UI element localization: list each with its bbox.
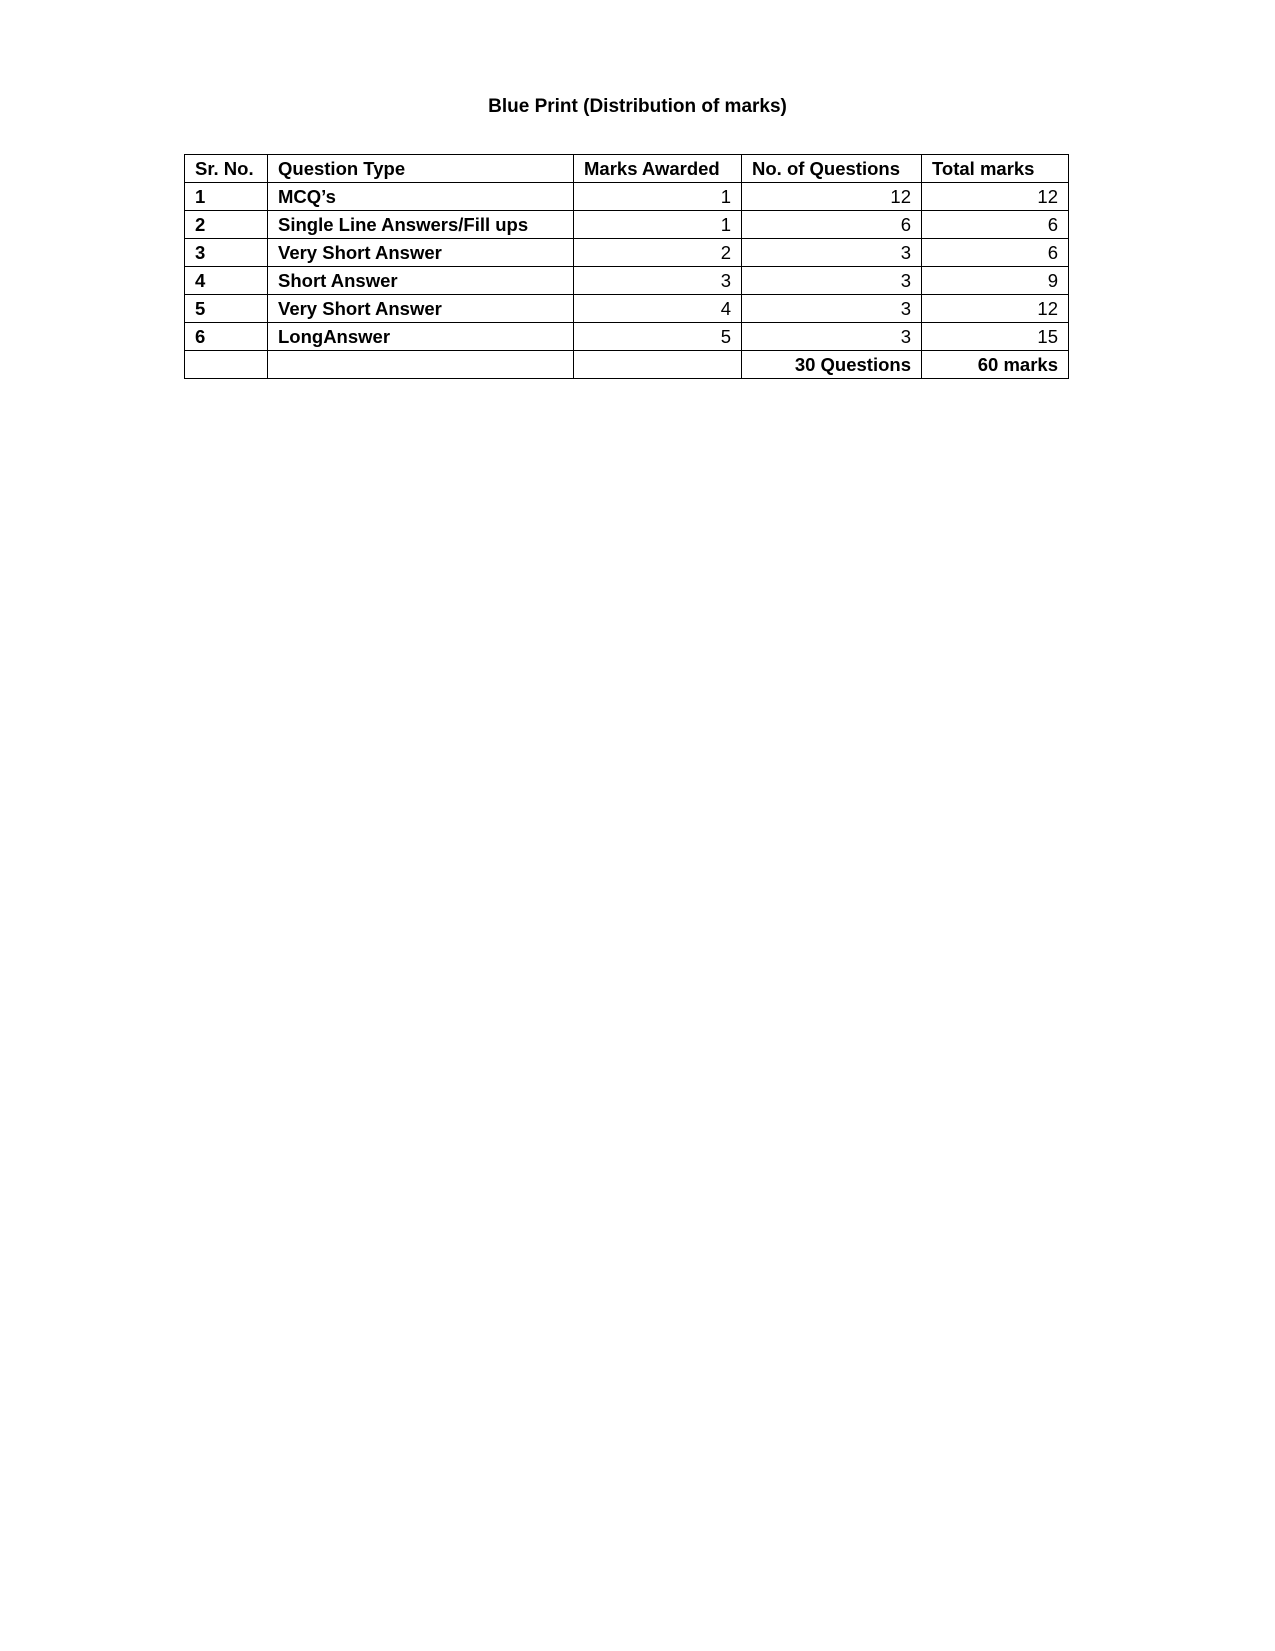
cell-marks-awarded: 5 (574, 323, 742, 351)
header-question-type: Question Type (268, 155, 574, 183)
header-marks-awarded: Marks Awarded (574, 155, 742, 183)
header-sr-no: Sr. No. (185, 155, 268, 183)
cell-question-type: Single Line Answers/Fill ups (268, 211, 574, 239)
cell-question-type: Very Short Answer (268, 295, 574, 323)
cell-sr-no: 1 (185, 183, 268, 211)
cell-total-marks: 12 (922, 183, 1069, 211)
table-row (185, 183, 1069, 211)
table-row (185, 267, 1069, 295)
table-totals-row (185, 351, 1069, 379)
cell-total-marks: 12 (922, 295, 1069, 323)
total-marks: 60 marks (922, 351, 1069, 379)
cell-total-marks: 15 (922, 323, 1069, 351)
cell-marks-awarded: 3 (574, 267, 742, 295)
cell-sr-no: 4 (185, 267, 268, 295)
table-header-row (185, 155, 1069, 183)
cell-total-marks: 6 (922, 211, 1069, 239)
marks-distribution-table (184, 154, 1069, 379)
cell-no-of-questions: 12 (742, 183, 922, 211)
page-title: Blue Print (Distribution of marks) (488, 96, 787, 117)
cell-total-marks: 6 (922, 239, 1069, 267)
cell-marks-awarded: 1 (574, 211, 742, 239)
cell-sr-no: 5 (185, 295, 268, 323)
cell-sr-no: 2 (185, 211, 268, 239)
header-no-of-questions: No. of Questions (742, 155, 922, 183)
table-row (185, 295, 1069, 323)
cell-marks-awarded: 2 (574, 239, 742, 267)
cell-sr-no: 3 (185, 239, 268, 267)
cell-question-type: Very Short Answer (268, 239, 574, 267)
table-row (185, 323, 1069, 351)
cell-empty (268, 351, 574, 379)
cell-no-of-questions: 6 (742, 211, 922, 239)
total-questions: 30 Questions (742, 351, 922, 379)
cell-no-of-questions: 3 (742, 239, 922, 267)
cell-total-marks: 9 (922, 267, 1069, 295)
cell-question-type: Short Answer (268, 267, 574, 295)
header-total-marks: Total marks (922, 155, 1069, 183)
cell-empty (574, 351, 742, 379)
table-row (185, 211, 1069, 239)
cell-no-of-questions: 3 (742, 295, 922, 323)
cell-question-type: MCQ’s (268, 183, 574, 211)
table-row (185, 239, 1069, 267)
cell-marks-awarded: 4 (574, 295, 742, 323)
cell-question-type: LongAnswer (268, 323, 574, 351)
cell-sr-no: 6 (185, 323, 268, 351)
cell-no-of-questions: 3 (742, 323, 922, 351)
cell-empty (185, 351, 268, 379)
cell-marks-awarded: 1 (574, 183, 742, 211)
cell-no-of-questions: 3 (742, 267, 922, 295)
